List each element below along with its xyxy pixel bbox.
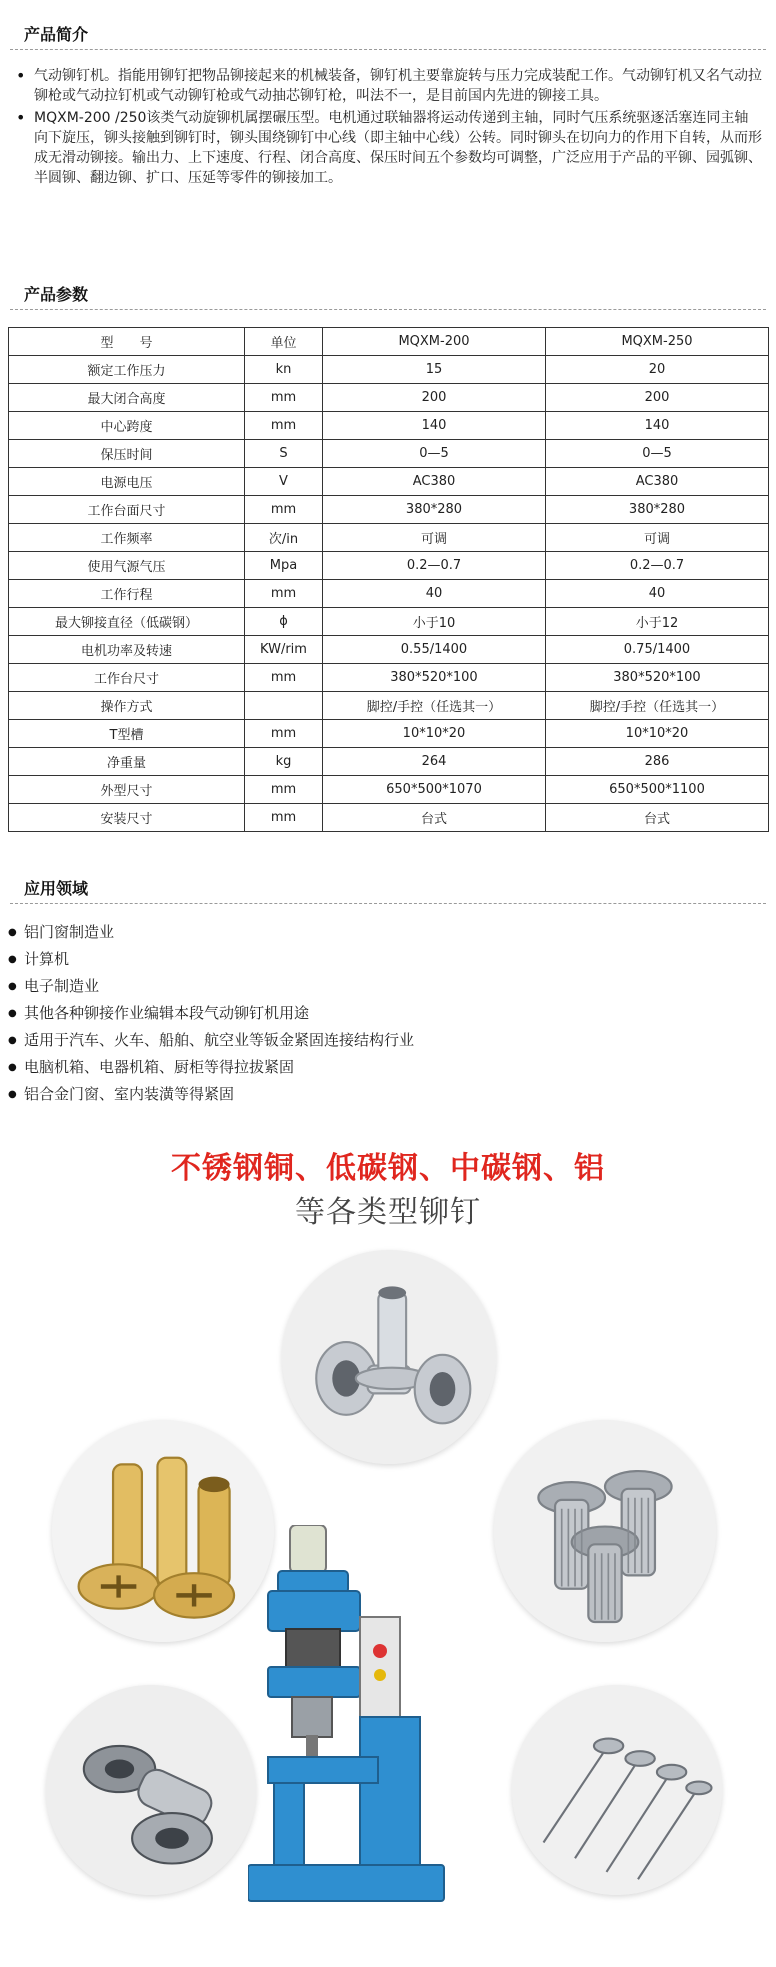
knurled-rivet-photo [494,1420,716,1642]
params-cell: 140 [546,412,769,440]
application-item: ● 其他各种铆接作业编辑本段气动铆钉机用途 [8,1000,748,1027]
params-cell: 0.75/1400 [546,636,769,664]
params-cell: 0.2—0.7 [546,552,769,580]
params-cell: mm [245,664,323,692]
params-cell: 工作台尺寸 [9,664,245,692]
params-row [9,524,769,552]
params-cell: mm [245,496,323,524]
params-header-cell: MQXM-250 [546,328,769,356]
params-row [9,580,769,608]
params-cell: 额定工作压力 [9,356,245,384]
params-cell: 小于10 [323,608,546,636]
params-cell: mm [245,412,323,440]
application-item: ● 铝合金门窗、室内装潢等得紧固 [8,1081,748,1108]
params-cell: ϕ [245,608,323,636]
params-row [9,776,769,804]
params-row [9,412,769,440]
riveting-machine-photo [248,1525,452,1905]
application-item: ● 适用于汽车、火车、船舶、航空业等钣金紧固连接结构行业 [8,1027,748,1054]
application-item: ● 电脑机箱、电器机箱、厨柜等得拉拔紧固 [8,1054,748,1081]
params-cell [245,692,323,720]
params-row [9,692,769,720]
params-cell: V [245,468,323,496]
applications-section-header [10,876,766,904]
params-cell: 脚控/手控（任选其一） [546,692,769,720]
params-header-cell: 型 号 [9,328,245,356]
params-cell: mm [245,720,323,748]
params-cell: 286 [546,748,769,776]
applications-list [8,919,748,1108]
params-cell: 15 [323,356,546,384]
params-cell: AC380 [546,468,769,496]
promo-headline-red: 不锈钢铜、低碳钢、中碳钢、铝 [171,1151,605,1186]
params-section-header [10,282,766,310]
params-cell: 外型尺寸 [9,776,245,804]
intro-bullet-list [14,66,762,190]
params-row [9,384,769,412]
params-cell: 使用气源气压 [9,552,245,580]
intro-title: 产品简介 [24,25,89,44]
params-cell: 0—5 [546,440,769,468]
params-cell: 0.2—0.7 [323,552,546,580]
nickel-rivet-photo [46,1685,256,1895]
params-cell: 最大闭合高度 [9,384,245,412]
params-cell: 200 [323,384,546,412]
params-cell: T型槽 [9,720,245,748]
params-cell: 40 [323,580,546,608]
params-row [9,496,769,524]
params-cell: 380*520*100 [323,664,546,692]
params-cell: mm [245,384,323,412]
params-row [9,468,769,496]
params-cell: 脚控/手控（任选其一） [323,692,546,720]
params-cell: 650*500*1070 [323,776,546,804]
promo-headline-gray: 等各类型铆钉 [295,1195,481,1230]
intro-bullet-1: • 气动铆钉机。指能用铆钉把物品铆接起来的机械装备，铆钉机主要靠旋转与压力完成装配工作。气动铆钉机又名气动拉铆枪或气动拉钉机或气动铆钉枪或气动抽芯铆钉枪，叫法不一，是目前国内先进的铆接工具。 [14,66,762,106]
params-cell: 380*520*100 [546,664,769,692]
params-cell: 台式 [546,804,769,832]
params-row [9,748,769,776]
params-cell: 电机功率及转速 [9,636,245,664]
params-cell: 0—5 [323,440,546,468]
params-row [9,720,769,748]
params-cell: kg [245,748,323,776]
params-cell: 20 [546,356,769,384]
steel-rivet-photo [282,1250,496,1464]
params-header-row [9,328,769,356]
intro-section-header [10,22,766,50]
params-cell: mm [245,804,323,832]
params-cell: KW/rim [245,636,323,664]
applications-divider [10,903,766,904]
params-cell: mm [245,776,323,804]
params-row [9,356,769,384]
applications-title: 应用领域 [24,879,89,898]
params-row [9,636,769,664]
params-cell: 工作台面尺寸 [9,496,245,524]
params-cell: 操作方式 [9,692,245,720]
brass-rivet-photo [52,1420,274,1642]
params-cell: 0.55/1400 [323,636,546,664]
params-title: 产品参数 [24,285,89,304]
params-cell: 小于12 [546,608,769,636]
params-cell: 可调 [546,524,769,552]
params-cell: AC380 [323,468,546,496]
params-cell: 650*500*1100 [546,776,769,804]
params-divider [10,309,766,310]
params-cell: 10*10*20 [323,720,546,748]
params-cell: kn [245,356,323,384]
params-row [9,664,769,692]
pop-rivet-photo [512,1685,722,1895]
params-cell: 140 [323,412,546,440]
params-row [9,804,769,832]
params-cell: 380*280 [323,496,546,524]
params-cell: 电源电压 [9,468,245,496]
params-cell: S [245,440,323,468]
params-header-cell: 单位 [245,328,323,356]
application-item: ● 电子制造业 [8,973,748,1000]
params-cell: Mpa [245,552,323,580]
params-row [9,552,769,580]
params-cell: mm [245,580,323,608]
params-cell: 安装尺寸 [9,804,245,832]
params-row [9,608,769,636]
params-row [9,440,769,468]
params-cell: 可调 [323,524,546,552]
params-cell: 380*280 [546,496,769,524]
params-cell: 最大铆接直径（低碳钢） [9,608,245,636]
params-cell: 200 [546,384,769,412]
params-table [8,327,769,832]
params-cell: 工作频率 [9,524,245,552]
params-cell: 工作行程 [9,580,245,608]
params-cell: 保压时间 [9,440,245,468]
params-header-cell: MQXM-200 [323,328,546,356]
params-cell: 净重量 [9,748,245,776]
params-cell: 10*10*20 [546,720,769,748]
params-cell: 次/in [245,524,323,552]
params-cell: 台式 [323,804,546,832]
application-item: ● 计算机 [8,946,748,973]
params-cell: 264 [323,748,546,776]
application-item: ● 铝门窗制造业 [8,919,748,946]
params-cell: 中心跨度 [9,412,245,440]
intro-bullet-2: • MQXM-200 /250该类气动旋铆机属摆碾压型。电机通过联轴器将运动传递到主轴，同时气压系统驱逐活塞连同主轴向下旋压，铆头接触到铆钉时，铆头围绕铆钉中心线（即主轴中心线）公转。同时铆头在切向力的作用下自转，从而形成无滑动铆接。输出力、上下速度、行程、闭合高度、保压时间五个参数均可调整，广泛应用于产品的平铆、园弧铆、半圆铆、翻边铆、扩口、压延等零件的铆接加工。 [14,108,762,188]
intro-divider [10,49,766,50]
params-cell: 40 [546,580,769,608]
